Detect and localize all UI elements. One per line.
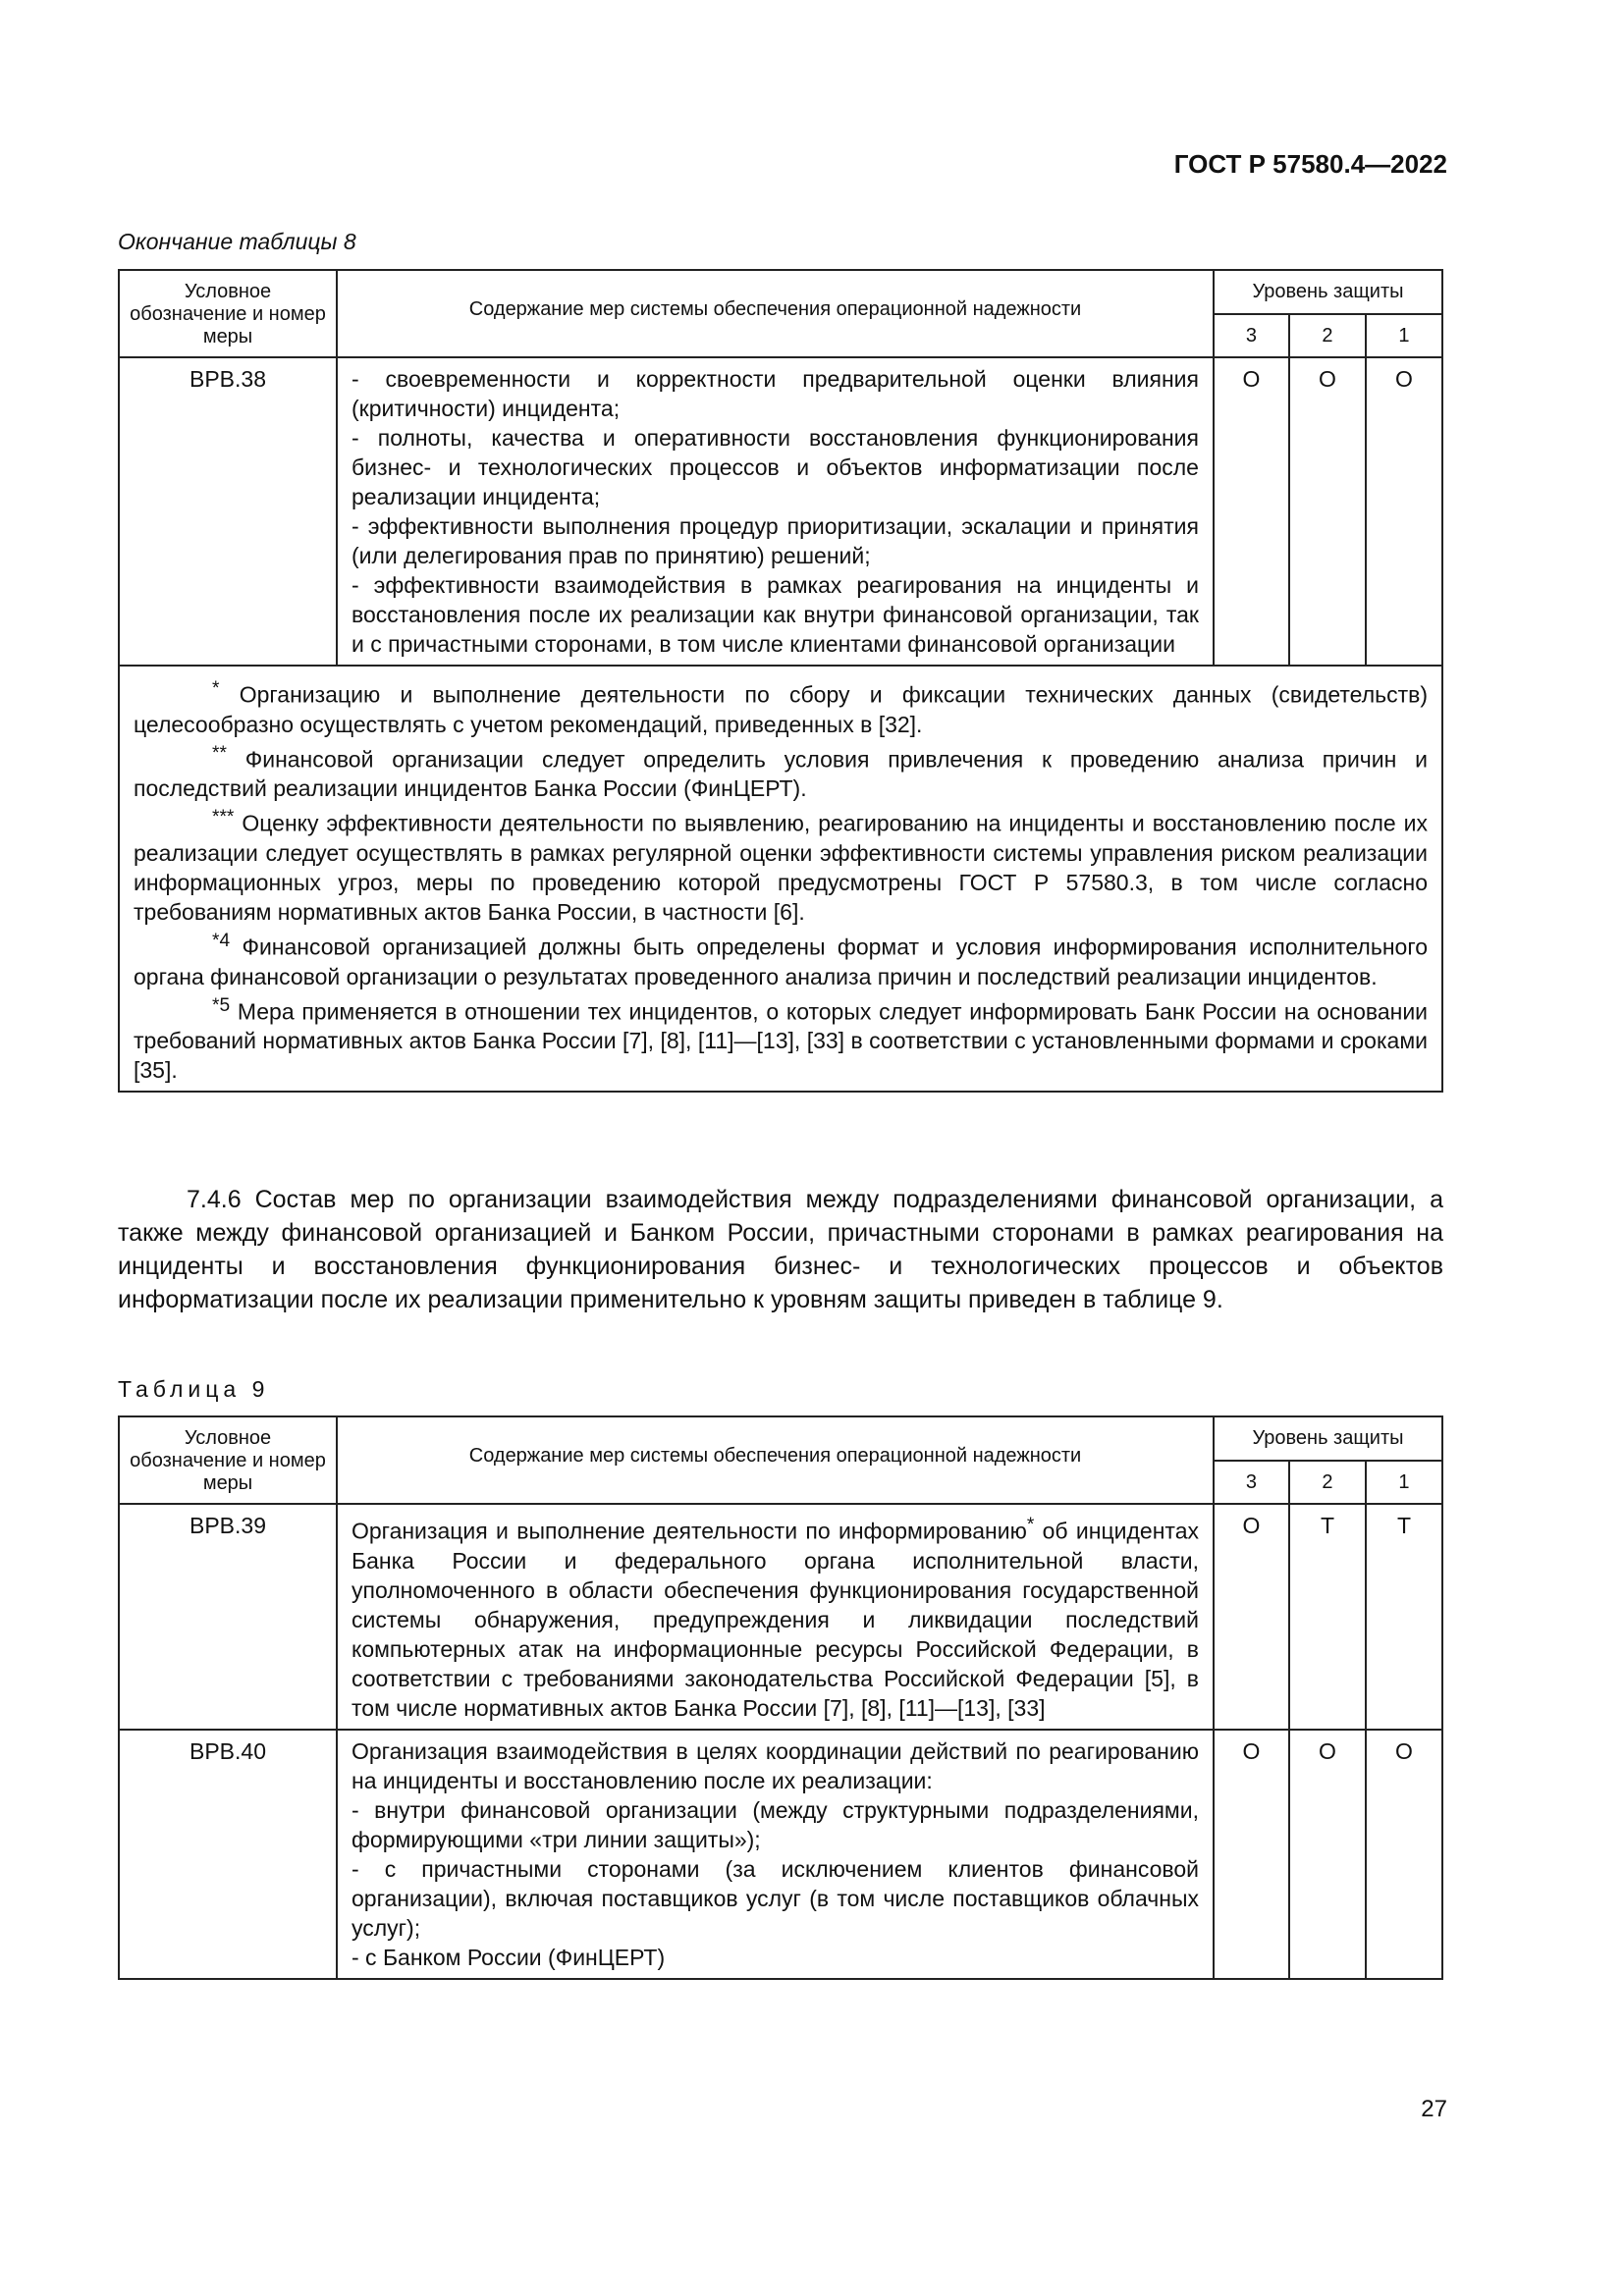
measure-text-part: об инцидентах Банка России и федерального органа исполнительной власти, уполномоченного в области обеспечения функционирования государственной системы обнаружения, предупреждения и ликвидации последствий компьютерных атак на информационные ресурсы Российской Федерации, в соответствии с требованиями законодательства Российской Федерации [5], в том числе нормативных актов Банка России [7], [8], [11]—[13], [33] [352,1518,1199,1721]
level-3-header: 3 [1214,314,1289,358]
level-3-header: 3 [1214,1461,1289,1505]
footnote-text: Финансовой организацией должны быть определены формат и условия информирования исполнительного органа финансовой организации о результатах проведенного анализа причин и последствий реализации инцидентов. [134,934,1429,989]
level-2-mark: О [1289,1730,1366,1979]
level-2-mark: О [1289,357,1366,666]
measure-text [337,1504,1214,1730]
col-content-header: Содержание мер системы обеспечения операционной надежности [337,270,1214,357]
level-3-mark: О [1214,357,1289,666]
footnote-text: Финансовой организации следует определить условия привлечения к проведению анализа причин и последствий реализации инцидентов Банка России (ФинЦЕРТ). [134,746,1428,802]
document-header: ГОСТ Р 57580.4—2022 [1173,149,1447,179]
level-1-header: 1 [1366,314,1442,358]
level-2-header: 2 [1289,1461,1366,1505]
measure-code: ВРВ.38 [119,357,337,666]
page-number: 27 [1421,2096,1447,2122]
col-code-header: Условное обозначение и номер меры [119,1416,337,1504]
footnote-mark: *5 [212,994,231,1016]
level-1-mark: О [1366,357,1442,666]
level-2-header: 2 [1289,314,1366,358]
col-level-header: Уровень защиты [1214,1416,1442,1461]
level-1-mark: О [1366,1730,1442,1979]
footnote-text: Мера применяется в отношении тех инцидентов, о которых следует информировать Банк России на основании требований нормативных актов Банка России [7], [8], [11]—[13], [33] в соответствии с установленными формами и сроками [35]. [134,998,1429,1084]
table8-caption: Окончание таблицы 8 [118,229,356,254]
footnote-text: Оценку эффективности деятельности по выявлению, реагированию на инциденты и восстановлению после их реализации следует осуществлять в рамках регулярной оценки эффективности системы управления риском реализации информационных угроз, меры по проведению которой предусмотрены ГОСТ Р 57580.3, в том числе согласно требованиям нормативных актов Банка России, в частности [6]. [134,810,1428,925]
measure-code: ВРВ.40 [119,1730,337,1979]
footnote [134,927,1428,991]
level-1-header: 1 [1366,1461,1442,1505]
measure-text-part: Организация и выполнение деятельности по информированию [352,1518,1027,1544]
section-paragraph: 7.4.6 Состав мер по организации взаимодействия между подразделениями финансовой организации, а также между финансовой организацией и Банком России, причастными сторонами в рамках реагирования на инциденты и восстановления функционирования бизнес- и технологических процессов и объектов информатизации после их реализации применительно к уровням защиты приведен в таблице 9. [118,1186,1443,1313]
col-level-header: Уровень защиты [1214,270,1442,314]
level-1-mark: Т [1366,1504,1442,1730]
footnote-text: Организацию и выполнение деятельности по сбору и фиксации технических данных (свидетельств) целесообразно осуществлять с учетом рекомендаций, приведенных в [32]. [134,681,1429,737]
measure-text: - своевременности и корректности предварительной оценки влияния (критичности) инцидента; - полноты, качества и оперативности восстановления функционирования бизнес- и технологических процессов и объектов информатизации после реализации инцидента; - эффективности выполнения процедур приоритизации, эскалации и принятия (или делегирования прав по принятию) решений; - эффективности взаимодействия в рамках реагирования на инциденты и восстановления после их реализации как внутри финансовой организации, так и с причастными сторонами, в том числе клиентами финансовой организации [337,357,1214,666]
footnote-ref: * [1026,1515,1035,1535]
table-row [119,1504,1442,1730]
footnote [134,991,1428,1086]
footnote [134,739,1428,804]
col-content-header: Содержание мер системы обеспечения операционной надежности [337,1416,1214,1504]
footnote-mark: ** [212,742,227,764]
footnote-mark: *4 [212,930,231,951]
col-code-header: Условное обозначение и номер меры [119,270,337,357]
table-row [119,357,1442,666]
level-3-mark: О [1214,1504,1289,1730]
level-2-mark: Т [1289,1504,1366,1730]
table8-footnotes [119,666,1442,1092]
measure-code: ВРВ.39 [119,1504,337,1730]
footnote [134,674,1428,739]
footnote-mark: * [212,678,220,699]
table8 [118,269,1443,1093]
footnote-mark: *** [212,807,235,828]
table-row [119,1730,1442,1979]
level-3-mark: О [1214,1730,1289,1979]
measure-text: Организация взаимодействия в целях координации действий по реагированию на инциденты и восстановлению после их реализации: - внутри финансовой организации (между структурными подразделениями, формирующими «три линии защиты»); - с причастными сторонами (за исключением клиентов финансовой организации), включая поставщиков услуг (в том числе поставщиков облачных услуг); - с Банком России (ФинЦЕРТ) [337,1730,1214,1979]
footnote [134,803,1428,927]
table9-caption: Таблица 9 [118,1376,270,1402]
table9 [118,1415,1443,1980]
